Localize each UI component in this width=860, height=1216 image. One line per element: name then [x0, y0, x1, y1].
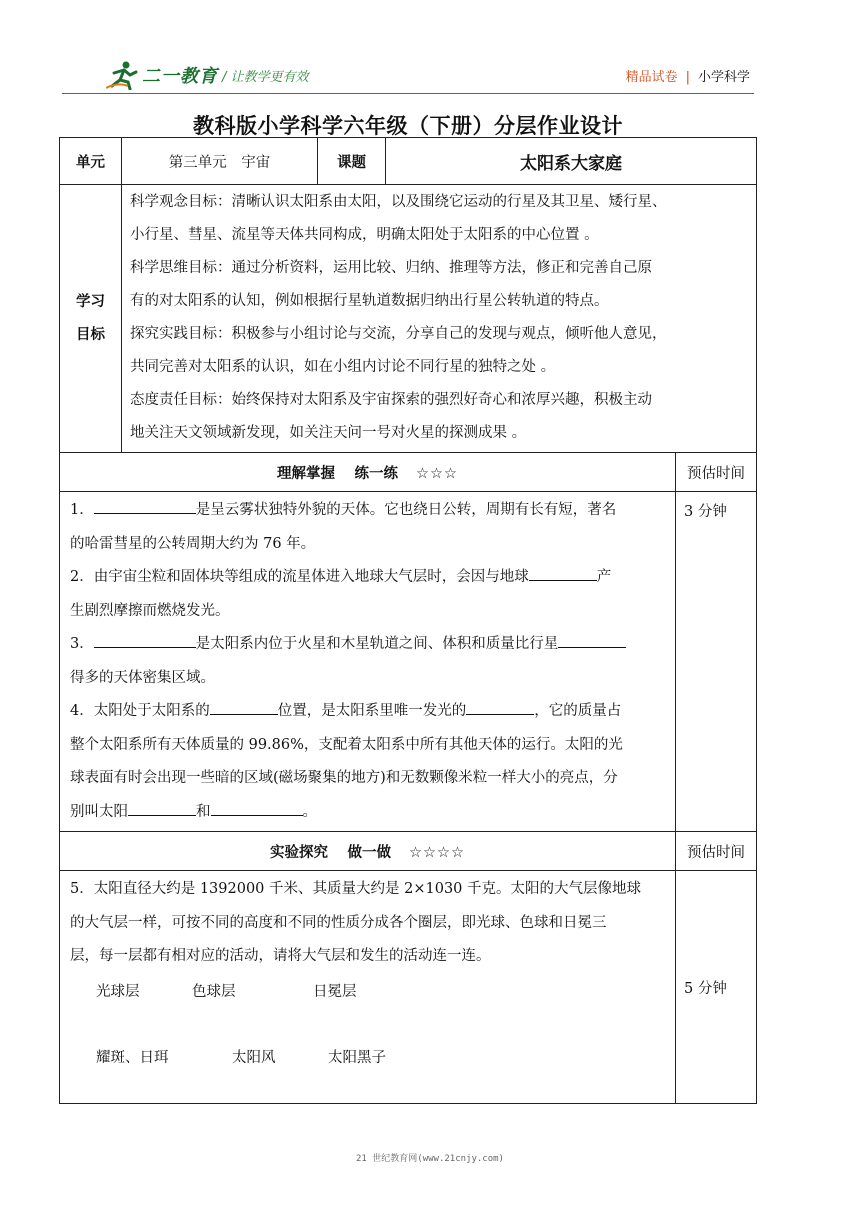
- objectives-label: [60, 185, 122, 453]
- runner-logo-icon: [106, 60, 140, 90]
- section1-stars: ☆☆☆: [416, 465, 459, 482]
- header-tag: 精品试卷: [625, 70, 678, 85]
- q1-blank[interactable]: [94, 499, 196, 514]
- question-2-cont: 生剧烈摩擦而燃烧发光。: [70, 602, 230, 619]
- section1-time: 3 分钟: [676, 492, 757, 832]
- objectives-text: [122, 185, 757, 453]
- section2-time-label: 预估时间: [676, 832, 757, 871]
- activity-solar-wind[interactable]: 太阳风: [232, 1049, 276, 1066]
- section2-questions: [60, 871, 676, 1104]
- layer-corona[interactable]: 日冕层: [313, 983, 357, 1000]
- q1-text: 是呈云雾状独特外貌的天体。它也绕日公转，周期有长有短，著名: [195, 502, 617, 518]
- objective-line: 科学思维目标：通过分析资料，运用比较、归纳、推理等方法，修正和完善自己原: [130, 260, 652, 276]
- page-header: [62, 52, 754, 92]
- section1-time-label: 预估时间: [676, 453, 757, 492]
- objectives-row: [60, 185, 757, 453]
- q4-blank-4[interactable]: [211, 801, 303, 816]
- layer-chromosphere[interactable]: 色球层: [192, 983, 236, 1000]
- q4-text-b: 位置，是太阳系里唯一发光的: [277, 703, 467, 719]
- question-2: [60, 561, 675, 595]
- section2-title-text: 实验探究 做一做: [269, 844, 392, 861]
- section2-stars: ☆☆☆☆: [409, 844, 466, 861]
- section2-body: [60, 871, 757, 1104]
- q2-text: 2．由宇宙尘粒和固体块等组成的流星体进入地球大气层时，会因与地球: [70, 569, 529, 585]
- question-4-cont: 球表面有时会出现一些暗的区域(磁场聚集的地方)和无数颗像米粒一样大小的亮点，分: [70, 770, 618, 786]
- section2-title: [60, 832, 676, 871]
- activity-flare[interactable]: 耀斑、日珥: [96, 1049, 169, 1066]
- q4-blank-1[interactable]: [210, 700, 278, 715]
- q4-text-c: ，它的质量占: [534, 703, 622, 719]
- question-5: 5．太阳直径大约是 1392000 千米、其质量大约是 2×1030 千克。太阳的大气层像地球: [70, 881, 642, 897]
- lesson-value: 太阳系大家庭: [386, 138, 757, 185]
- objectives-label-2: 目标: [76, 326, 105, 343]
- layer-photosphere[interactable]: 光球层: [96, 983, 140, 1000]
- slogan: / 让教学更有效: [222, 70, 309, 85]
- q4-text-a: 4．太阳处于太阳系的: [70, 703, 210, 719]
- question-3: [60, 628, 675, 662]
- logo-text: 二一教育: [142, 66, 218, 87]
- unit-label: 单元: [60, 138, 122, 185]
- q3-blank-1[interactable]: [94, 633, 196, 648]
- lesson-label: 课题: [318, 138, 386, 185]
- q3-number: 3．: [70, 636, 94, 652]
- objectives-label-1: 学习: [76, 293, 105, 310]
- q1-number: 1．: [70, 502, 94, 518]
- matching-area: [60, 974, 675, 1074]
- header-right: [626, 66, 750, 85]
- section1-header: [60, 453, 757, 492]
- section1-title-text: 理解掌握 练一练: [276, 465, 399, 482]
- objective-line: 态度责任目标：始终保持对太阳系及宇宙探索的强烈好奇心和浓厚兴趣，积极主动: [130, 392, 652, 408]
- page-footer: 21 世纪教育网(www.21cnjy.com): [356, 1154, 504, 1164]
- question-3-cont: 得多的天体密集区域。: [70, 669, 215, 686]
- q3-blank-2[interactable]: [558, 633, 626, 648]
- objective-line: 共同完善对太阳系的认识，如在小组内讨论不同行星的独特之处 。: [130, 359, 556, 375]
- question-1-cont: 的哈雷彗星的公转周期大约为 76 年。: [70, 535, 316, 552]
- objective-line: 科学观念目标：清晰认识太阳系由太阳，以及围绕它运动的行星及其卫星、矮行星、: [130, 194, 667, 210]
- q4-blank-3[interactable]: [128, 801, 196, 816]
- activity-sunspot[interactable]: 太阳黑子: [328, 1049, 386, 1066]
- q3-text: 是太阳系内位于火星和木星轨道之间、体积和质量比行星: [195, 636, 559, 652]
- q4-blank-2[interactable]: [466, 700, 534, 715]
- info-row: [60, 138, 757, 185]
- logo: [106, 60, 218, 90]
- header-separator: |: [685, 70, 690, 85]
- section2-header: [60, 832, 757, 871]
- worksheet-table: [59, 137, 757, 1104]
- objective-line: 探究实践目标：积极参与小组讨论与交流，分享自己的发现与观点，倾听他人意见，: [130, 326, 667, 342]
- question-4-end: [60, 796, 675, 830]
- unit-value: 第三单元 宇宙: [122, 138, 318, 185]
- q4-text-g: 和: [196, 803, 211, 820]
- q4-text-f: 别叫太阳: [70, 803, 128, 820]
- question-5-cont: 层，每一层都有相对应的活动，请将大气层和发生的活动连一连。: [70, 948, 491, 964]
- objective-line: 小行星、彗星、流星等天体共同构成，明确太阳处于太阳系的中心位置 。: [130, 227, 599, 243]
- objective-line: 地关注天文领域新发现，如关注天问一号对火星的探测成果 。: [130, 425, 527, 441]
- q2-blank[interactable]: [529, 566, 597, 581]
- section1-body: [60, 492, 757, 832]
- question-4-cont: 整个太阳系所有天体质量的 99.86%，支配着太阳系中所有其他天体的运行。太阳的光: [70, 736, 623, 753]
- question-4: [60, 695, 675, 729]
- question-5-cont: 的大气层一样，可按不同的高度和不同的性质分成各个圈层，即光球、色球和日冕三: [70, 914, 607, 931]
- section1-title: [60, 453, 676, 492]
- section1-questions: [60, 492, 676, 832]
- objective-line: 有的对太阳系的认知，例如根据行星轨道数据归纳出行星公转轨道的特点。: [130, 293, 609, 309]
- page-title: 教科版小学科学六年级（下册）分层作业设计: [193, 114, 623, 138]
- header-divider: [62, 93, 754, 94]
- section2-time: 5 分钟: [676, 871, 757, 1104]
- question-1: [60, 494, 675, 528]
- q2-text-end: 产: [596, 569, 612, 585]
- header-subject: 小学科学: [697, 70, 750, 85]
- q4-text-h: 。: [302, 803, 317, 820]
